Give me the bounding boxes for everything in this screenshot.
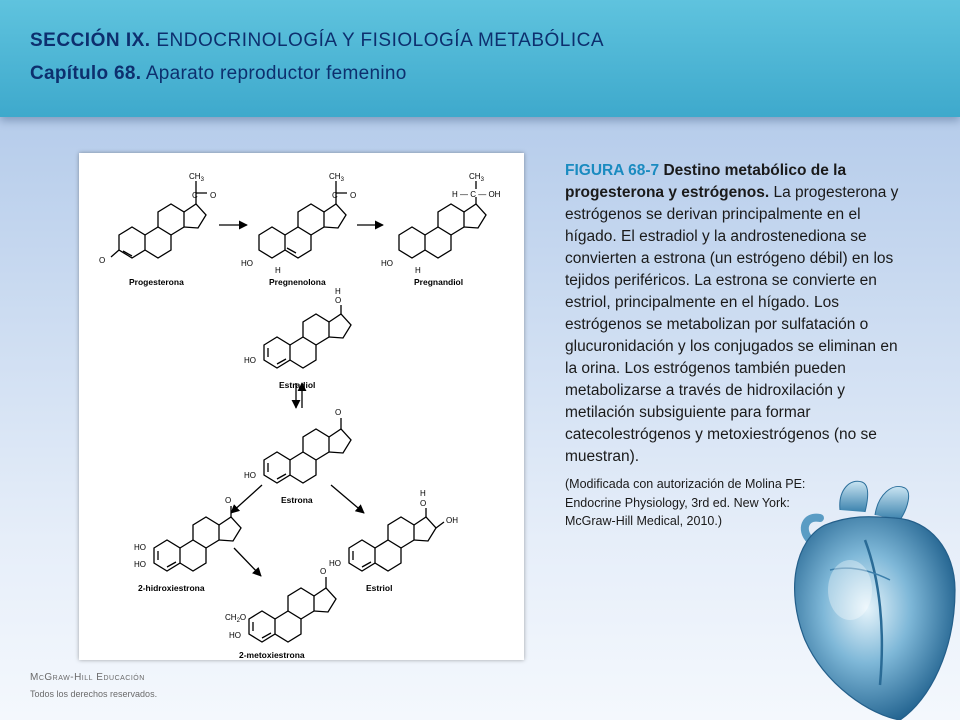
atom-o: O xyxy=(335,408,342,417)
footer-rights: Todos los derechos reservados. xyxy=(30,689,158,699)
figure-label: FIGURA 68-7 xyxy=(565,162,660,179)
label-2-hidroxiestrona: 2-hidroxiestrona xyxy=(138,583,205,593)
credit-line: (Modificada con autorización de Molina PE: xyxy=(565,477,806,491)
molecule-estrona xyxy=(244,408,351,505)
atom-o: O xyxy=(420,499,427,508)
heart-image xyxy=(770,470,960,720)
arrow-down-right xyxy=(234,548,261,576)
metabolic-pathway-diagram xyxy=(79,153,524,660)
header-banner xyxy=(0,0,960,117)
atom-ho: HO xyxy=(241,259,253,268)
atom-h: H xyxy=(420,489,426,498)
atom-ch3: $CH_3$ xyxy=(469,172,484,183)
chapter-title xyxy=(30,63,407,85)
section-name: ENDOCRINOLOGÍA Y FISIOLOGÍA METABÓLICA xyxy=(156,30,605,51)
molecule-pregnandiol xyxy=(381,172,501,287)
figure-caption xyxy=(565,160,910,468)
atom-ho: HO xyxy=(229,631,241,640)
label-pregnandiol: Pregnandiol xyxy=(414,277,464,287)
atom-o: O xyxy=(335,296,342,305)
atom-c: C xyxy=(332,191,338,200)
molecule-2-hidroxiestrona xyxy=(134,496,241,593)
label-progesterona: Progesterona xyxy=(129,277,184,287)
label-estrona: Estrona xyxy=(281,495,313,505)
credit-line: Endocrine Physiology, 3rd ed. New York: xyxy=(565,495,790,510)
chapter-number: Capítulo 68. xyxy=(30,63,142,84)
section-number: SECCIÓN IX. xyxy=(30,30,151,51)
arrow-down-right xyxy=(331,485,364,513)
label-pregnenolona: Pregnenolona xyxy=(269,277,326,287)
label-estriol: Estriol xyxy=(366,583,393,593)
label-2-metoxiestrona: 2-metoxiestrona xyxy=(239,650,305,660)
figure-diagram xyxy=(79,153,524,660)
molecule-2-metoxiestrona xyxy=(225,567,336,660)
atom-ho: HO xyxy=(134,543,146,552)
atom-ho: HO xyxy=(381,259,393,268)
molecule-estriol xyxy=(329,489,458,593)
label-estradiol: Estradiol xyxy=(279,380,316,390)
atom-ho: HO xyxy=(244,356,256,365)
footer-brand: McGraw-Hill Educación xyxy=(30,672,145,683)
atom-h: H xyxy=(275,266,281,275)
atom-o: O xyxy=(225,496,232,505)
atom-ho: HO xyxy=(329,559,341,568)
figure-title: Destino metabólico de la progesterona y estrógenos. xyxy=(565,162,847,201)
atom-o: O xyxy=(320,567,327,576)
molecule-progesterona xyxy=(99,172,216,287)
chapter-name: Aparato reproductor femenino xyxy=(145,63,407,84)
atom-ch2o: $CH_2O$ xyxy=(225,613,247,624)
arrow-down-left xyxy=(231,485,262,513)
atom-ch3: $CH_3$ xyxy=(189,172,204,183)
atom-oh: OH xyxy=(446,516,458,525)
section-title xyxy=(30,30,604,52)
atom-ho: HO xyxy=(244,471,256,480)
atom-o: O xyxy=(99,256,106,265)
atom-h-c-oh: H — C — OH xyxy=(452,190,501,199)
figure-body: La progesterona y estrógenos se derivan principalmente en el hígado. El estradiol y la androstenediona se convierten a estrona (un estrógeno débil) en los tejidos periféricos. La estrona se convierte en estriol, principalmente en el hígado. Los estrógenos se metabolizan por sulfatación o glucuronidación y los conjugados se eliminan en la orina. Los estrógenos también pueden metabolizarse a través de hidroxilación y metilación subsiguiente para formar catecolestrógenos y metoxiestrógenos (no se muestran). xyxy=(565,184,899,465)
atom-ho: HO xyxy=(134,560,146,569)
atom-ch3: $CH_3$ xyxy=(329,172,344,183)
credit-line: McGraw-Hill Medical, 2010.) xyxy=(565,514,722,528)
atom-c: C xyxy=(192,191,198,200)
atom-o: O xyxy=(210,191,217,200)
atom-o: O xyxy=(350,191,357,200)
molecule-estradiol xyxy=(244,287,351,390)
molecule-pregnenolona xyxy=(241,172,356,287)
atom-h: H xyxy=(415,266,421,275)
atom-h: H xyxy=(335,287,341,296)
